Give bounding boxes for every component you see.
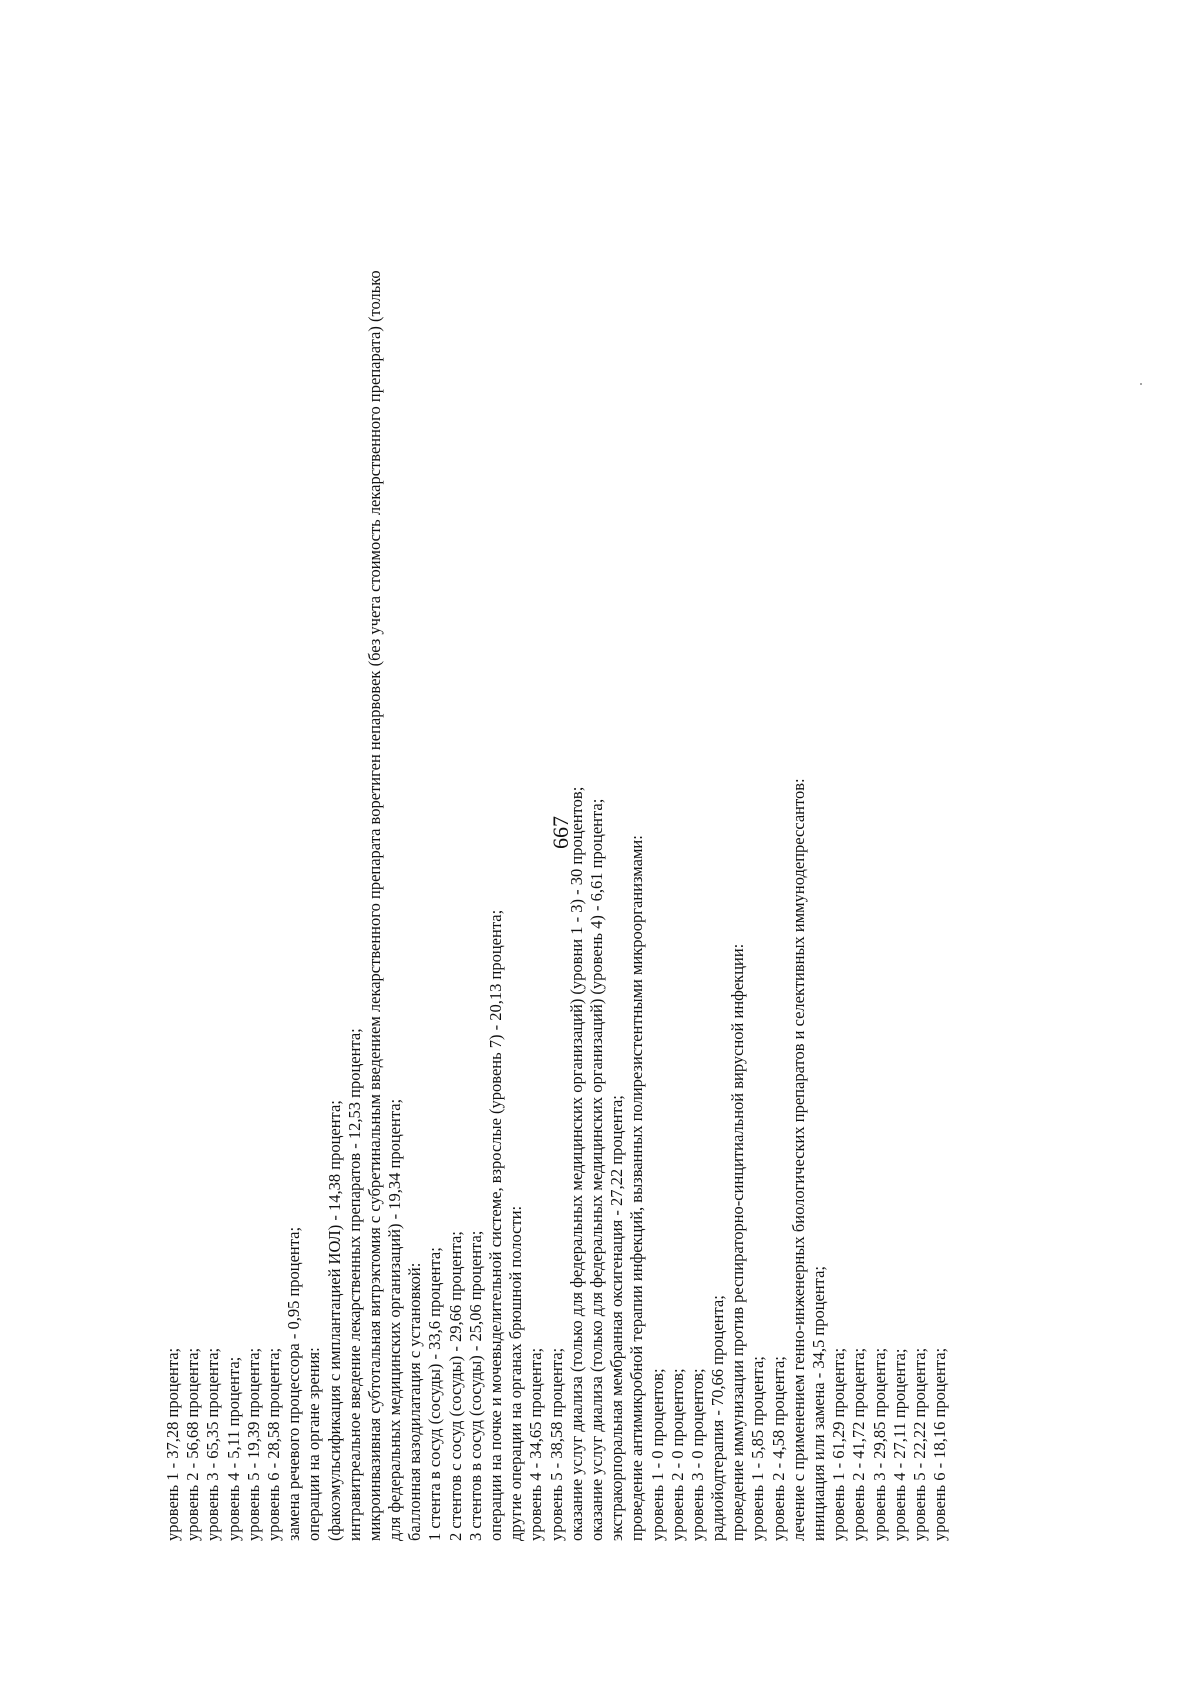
text-line: операции на органе зрения: xyxy=(304,1347,324,1541)
text-line: лечение с применением генно-инженерных биологических препаратов и селективных иммунодепрессантов: xyxy=(788,778,808,1541)
document-body xyxy=(163,61,950,1541)
text-line: замена речевого процессора - 0,95 процента; xyxy=(284,1226,304,1541)
text-line: уровень 6 - 28,58 процента; xyxy=(263,1347,283,1541)
text-line: уровень 4 - 34,65 процента; xyxy=(526,1347,546,1541)
text-line: уровень 3 - 65,35 процента; xyxy=(203,1347,223,1541)
text-line: уровень 4 - 5,11 процента; xyxy=(223,1356,243,1541)
text-line: уровень 3 - 29,85 процента; xyxy=(869,1347,889,1541)
text-line: уровень 4 - 27,11 процента; xyxy=(889,1348,909,1541)
text-line: другие операции на органах брюшной полости: xyxy=(506,1205,526,1541)
text-line: уровень 5 - 19,39 процента; xyxy=(243,1347,263,1541)
page-number: 667 xyxy=(548,816,573,849)
text-line: 3 стентов в сосуд (сосуды) - 25,06 процента; xyxy=(465,1230,485,1541)
text-line: уровень 1 - 5,85 процента; xyxy=(748,1356,768,1541)
text-line: уровень 3 - 0 процентов; xyxy=(687,1368,707,1541)
text-line: интравитреальное введение лекарственных препаратов - 12,53 процента; xyxy=(344,1028,364,1541)
text-line: уровень 1 - 0 процентов; xyxy=(647,1368,667,1541)
text-line: уровень 2 - 56,68 процента; xyxy=(183,1347,203,1541)
text-line: операции на почке и мочевыделительной системе, взрослые (уровень 7) - 20,13 процента; xyxy=(486,909,505,1541)
text-line: уровень 2 - 0 процентов; xyxy=(667,1368,687,1541)
text-line: уровень 1 - 61,29 процента; xyxy=(829,1347,849,1541)
text-line: проведение иммунизации против респираторно-синцитиальной вирусной инфекции: xyxy=(728,943,748,1541)
text-line: проведение антимикробной терапии инфекций, вызванных полирезистентными микроорганизмами: xyxy=(627,835,647,1541)
text-line: для федеральных медицинских организаций) - 19,34 процента; xyxy=(385,1098,405,1541)
text-line: оказание услуг диализа (только для федеральных медицинских организаций) (уровни 1 - 3) - 30 процентов; xyxy=(566,786,586,1541)
text-line: 1 стента в сосуд (сосуды) - 33,6 процента; xyxy=(425,1247,445,1541)
text-line: (факоэмульсификация с имплантацией ИОЛ) - 14,38 процента; xyxy=(324,1100,344,1541)
text-line: экстракорпоральная мембранная оксигенация - 27,22 процента; xyxy=(607,1095,627,1541)
text-line: уровень 5 - 38,58 процента; xyxy=(546,1347,566,1541)
text-line: оказание услуг диализа (только для федеральных медицинских организаций) (уровень 4) - 6,61 процента; xyxy=(586,798,606,1541)
text-line: радиойодтерапия - 70,66 процента; xyxy=(708,1295,728,1541)
scan-artifact xyxy=(1140,383,1142,385)
text-line: уровень 2 - 41,72 процента; xyxy=(849,1347,869,1541)
text-line: уровень 1 - 37,28 процента; xyxy=(163,1347,182,1541)
text-line: микроинвазивная субтотальная витрэктомия с субретинальным введением лекарственного препарата воретиген непарвовек (без учета стоимость лекарственного препарата) (только xyxy=(364,270,384,1541)
text-line: инициация или замена - 34,5 процента; xyxy=(809,1265,828,1541)
text-line: уровень 2 - 4,58 процента; xyxy=(768,1356,788,1541)
text-line: уровень 6 - 18,16 процента; xyxy=(930,1347,950,1541)
text-line: уровень 5 - 22,22 процента; xyxy=(909,1347,929,1541)
text-line: 2 стентов с сосуд (сосуды) - 29,66 процента; xyxy=(445,1231,465,1541)
text-line: баллонная вазодилатация с установкой: xyxy=(405,1262,425,1541)
